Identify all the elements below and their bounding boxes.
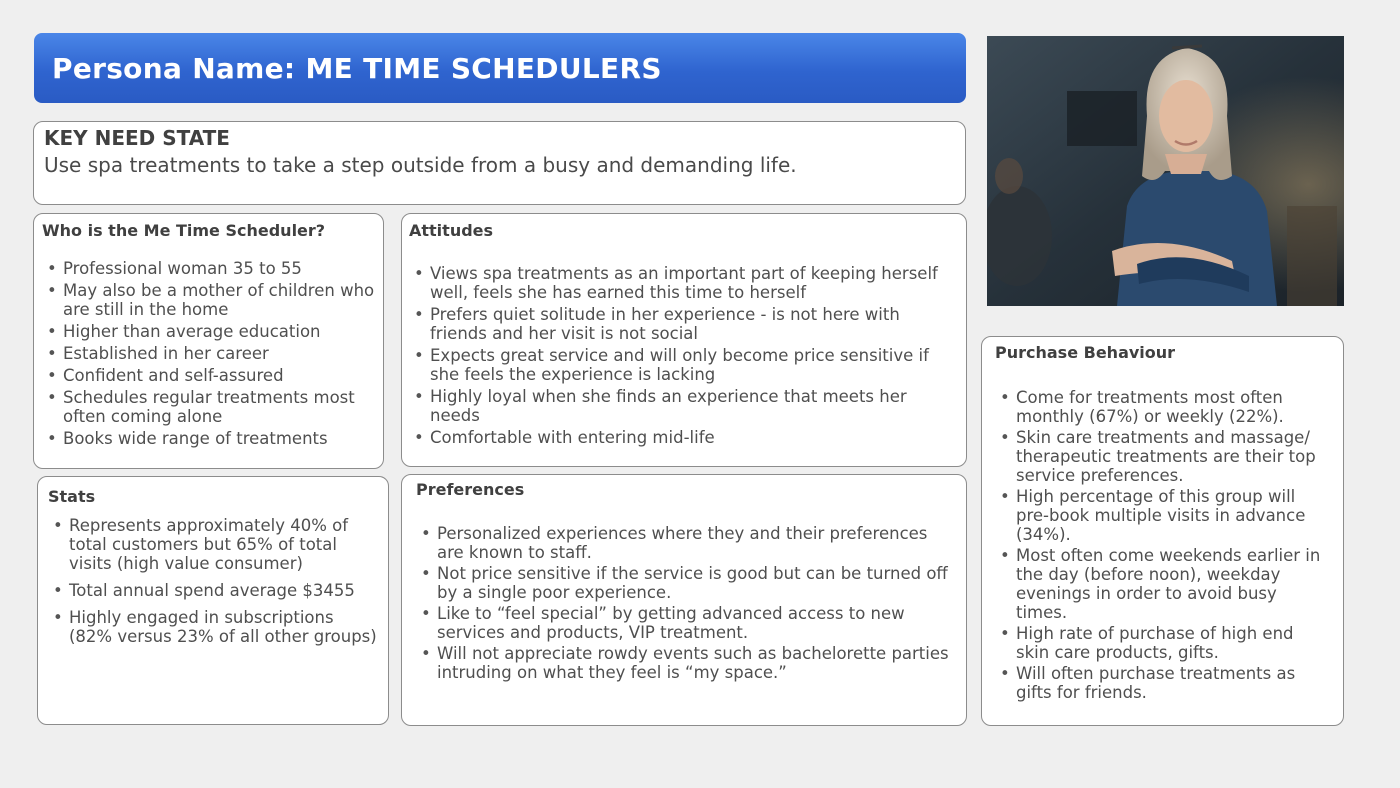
purchase-list xyxy=(995,388,1330,702)
list-item: • Total annual spend average $3455 xyxy=(48,581,378,600)
stats-heading: Stats xyxy=(48,487,96,506)
list-item: • Schedules regular treatments most often coming alone xyxy=(42,388,375,426)
list-item: • Higher than average education xyxy=(42,322,375,341)
purchase-heading: Purchase Behaviour xyxy=(995,343,1176,362)
list-item: • Not price sensitive if the service is good but can be turned off by a single poor experience. xyxy=(416,565,952,602)
purchase-behaviour-box xyxy=(981,336,1344,726)
list-item: • Expects great service and will only become price sensitive if she feels the experience is lacking xyxy=(409,346,959,384)
list-item: • Most often come weekends earlier in the day (before noon), weekday evenings in order to avoid busy times. xyxy=(995,546,1330,622)
persona-title-bar xyxy=(34,33,966,103)
preferences-heading: Preferences xyxy=(416,480,525,499)
attitudes-box xyxy=(401,213,967,467)
list-item: • May also be a mother of children who are still in the home xyxy=(42,281,375,319)
preferences-list xyxy=(416,525,952,682)
key-need-heading: KEY NEED STATE xyxy=(44,126,230,150)
list-item: • Like to “feel special” by getting advanced access to new services and products, VIP treatment. xyxy=(416,605,952,642)
list-item: • Represents approximately 40% of total customers but 65% of total visits (high value consumer) xyxy=(48,516,378,573)
who-heading: Who is the Me Time Scheduler? xyxy=(42,221,326,240)
list-item: • Highly engaged in subscriptions (82% versus 23% of all other groups) xyxy=(48,608,378,646)
preferences-box xyxy=(401,474,967,726)
list-item: • Prefers quiet solitude in her experience - is not here with friends and her visit is not social xyxy=(409,305,959,343)
list-item: • High percentage of this group will pre-book multiple visits in advance (34%). xyxy=(995,487,1330,544)
list-item: • Established in her career xyxy=(42,344,375,363)
attitudes-list xyxy=(409,264,959,447)
who-list xyxy=(42,259,375,448)
who-box xyxy=(33,213,384,469)
attitudes-heading: Attitudes xyxy=(409,221,494,240)
stats-list xyxy=(48,516,378,646)
list-item: • Come for treatments most often monthly (67%) or weekly (22%). xyxy=(995,388,1330,426)
list-item: • Will often purchase treatments as gifts for friends. xyxy=(995,664,1330,702)
key-need-text: Use spa treatments to take a step outside from a busy and demanding life. xyxy=(44,153,797,177)
list-item: • Will not appreciate rowdy events such as bachelorette parties intruding on what they feel is “my space.” xyxy=(416,645,952,682)
list-item: • High rate of purchase of high end skin care products, gifts. xyxy=(995,624,1330,662)
list-item: • Books wide range of treatments xyxy=(42,429,375,448)
list-item: • Views spa treatments as an important part of keeping herself well, feels she has earned this time to herself xyxy=(409,264,959,302)
list-item: • Confident and self-assured xyxy=(42,366,375,385)
list-item: • Personalized experiences where they and their preferences are known to staff. xyxy=(416,525,952,562)
list-item: • Skin care treatments and massage/ therapeutic treatments are their top service preferences. xyxy=(995,428,1330,485)
stats-box xyxy=(37,476,389,725)
list-item: • Comfortable with entering mid-life xyxy=(409,428,959,447)
key-need-state-box xyxy=(33,121,966,205)
persona-photo xyxy=(987,36,1344,306)
persona-title: Persona Name: ME TIME SCHEDULERS xyxy=(52,51,662,85)
list-item: • Professional woman 35 to 55 xyxy=(42,259,375,278)
list-item: • Highly loyal when she finds an experience that meets her needs xyxy=(409,387,959,425)
